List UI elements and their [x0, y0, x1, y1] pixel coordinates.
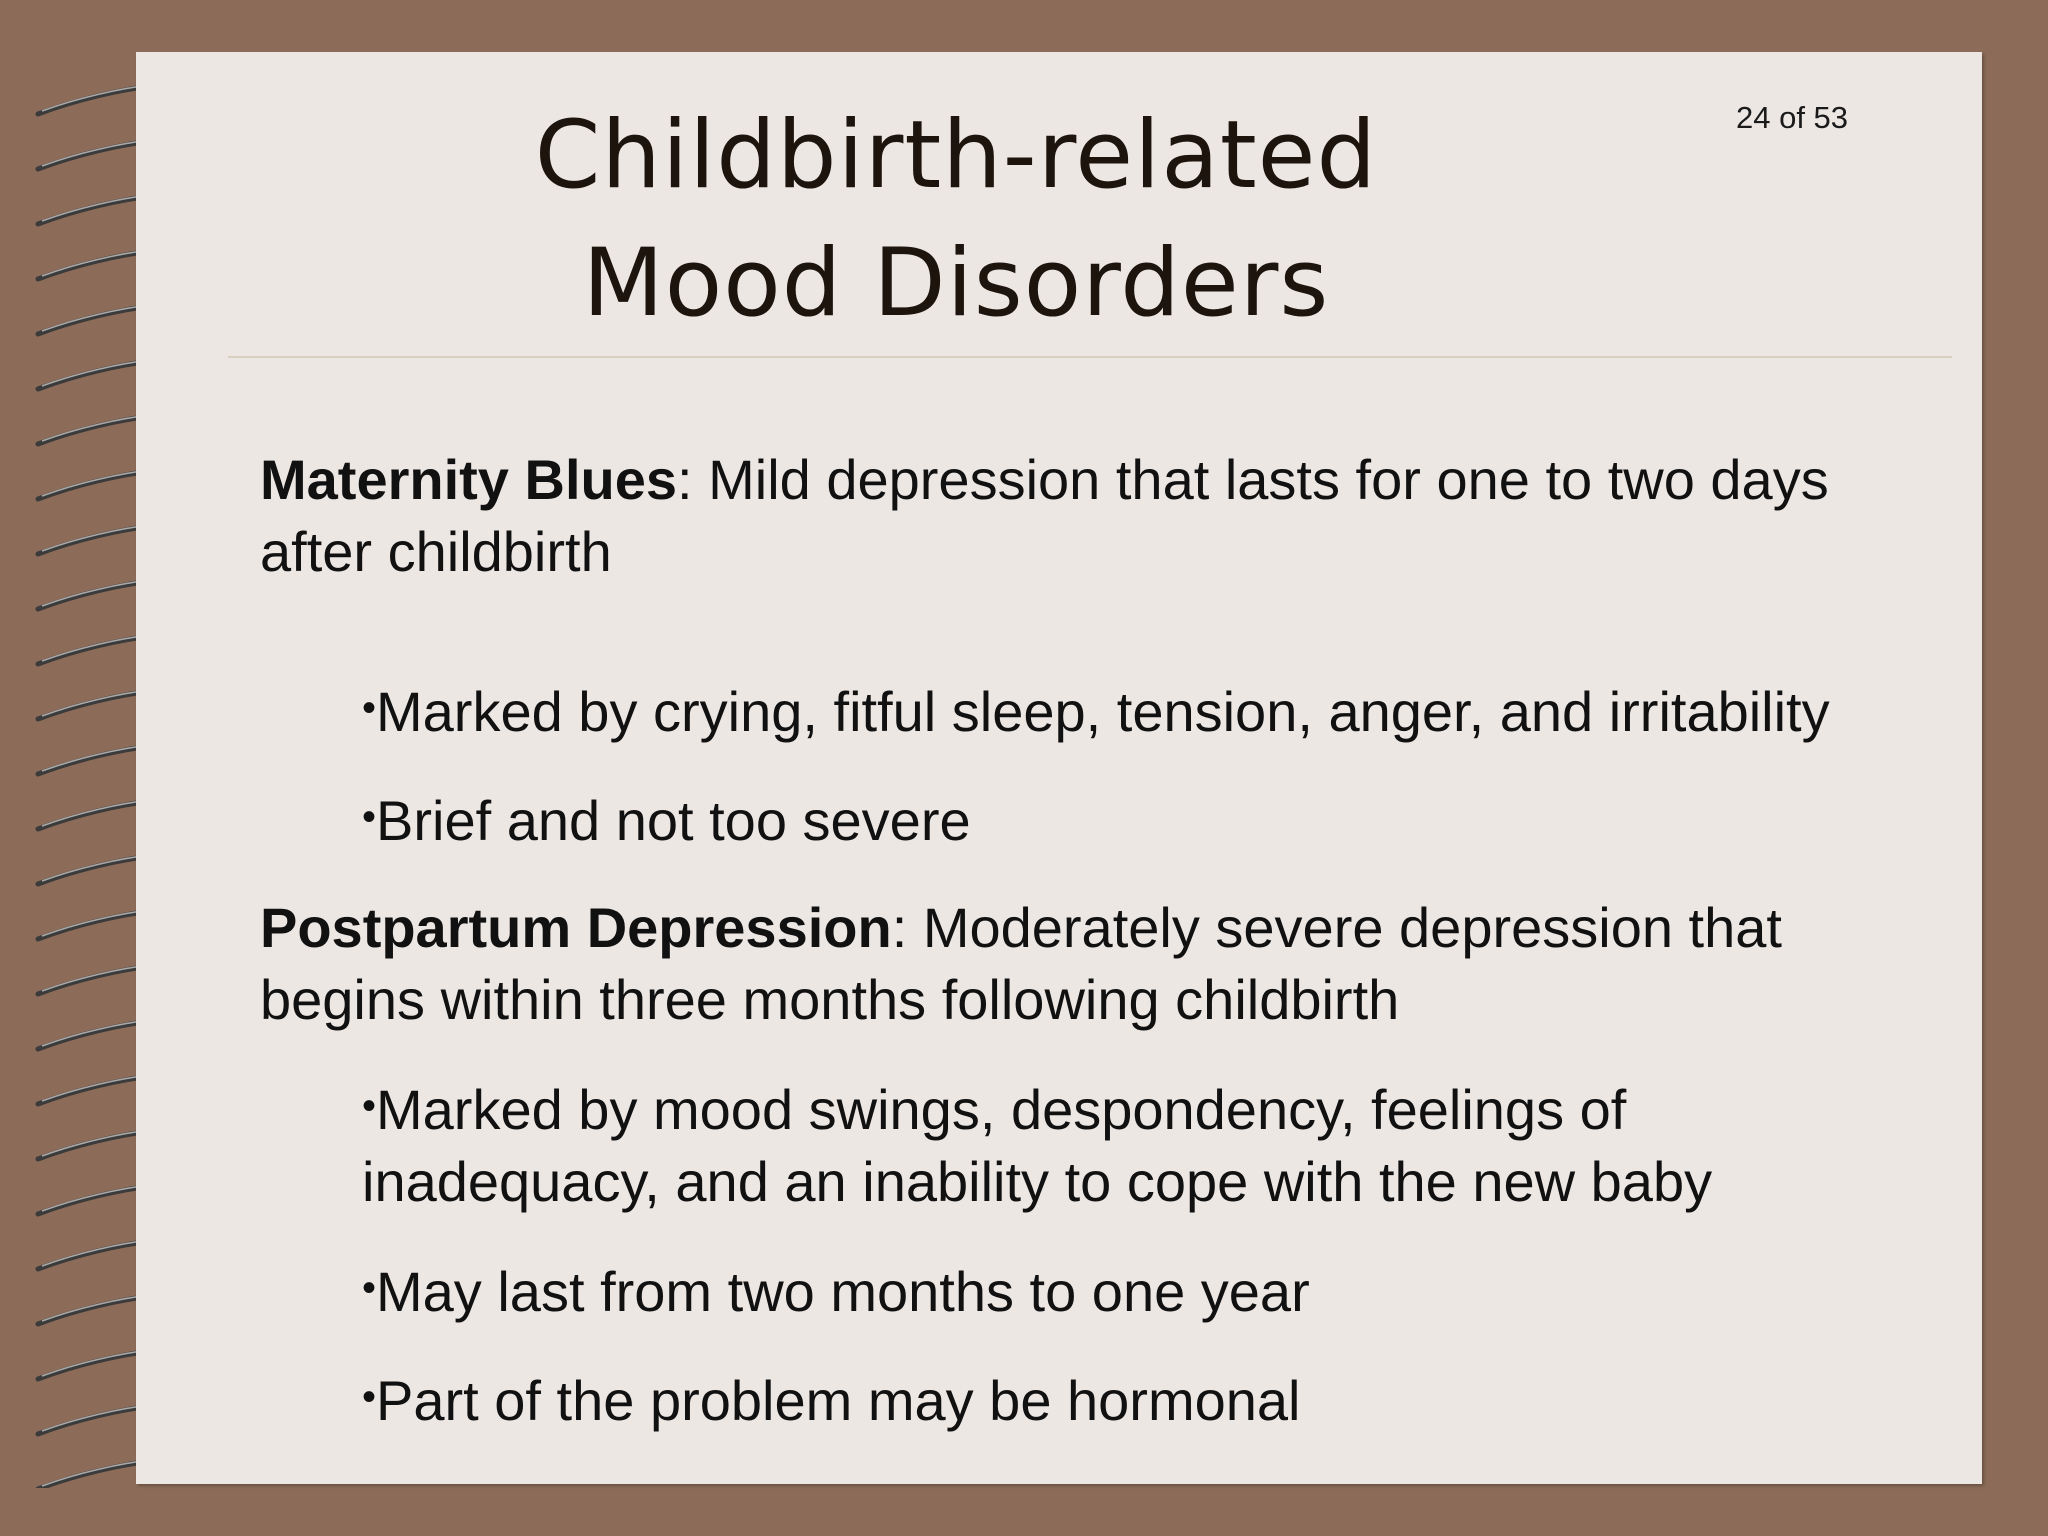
title-line-2: Mood Disorders	[582, 229, 1330, 338]
list-item	[362, 672, 2002, 748]
term-label: Postpartum Depression	[260, 896, 892, 959]
title-divider	[228, 356, 1952, 358]
title-line-1: Childbirth-related	[534, 101, 1378, 210]
postpartum-depression-definition	[260, 892, 1950, 1036]
bullet-icon: •	[362, 1266, 377, 1310]
bullet-text: Brief and not too severe	[376, 789, 971, 852]
list-item	[362, 1252, 2002, 1328]
bullet-icon: •	[362, 1084, 377, 1128]
page-title	[456, 92, 1456, 348]
definition-text: : Moderately severe depression that begins within three months following childbirth	[260, 896, 1782, 1031]
page-counter: 24 of 53	[1736, 100, 1849, 135]
list-item	[362, 1070, 1802, 1218]
bullet-text: May last from two months to one year	[376, 1260, 1310, 1323]
bullet-icon: •	[362, 795, 377, 839]
bullet-icon: •	[362, 1375, 377, 1419]
bullet-text: Marked by crying, fitful sleep, tension, anger, and irritability	[376, 680, 1830, 743]
definition-text: : Mild depression that lasts for one to two days after childbirth	[260, 448, 1829, 583]
bullet-text: Marked by mood swings, despondency, feelings of inadequacy, and an inability to cope with the new baby	[362, 1078, 1713, 1213]
maternity-blues-definition	[260, 444, 1950, 588]
bullet-icon: •	[362, 686, 377, 730]
notebook-page	[136, 52, 1982, 1484]
bullet-text: Part of the problem may be hormonal	[376, 1369, 1301, 1432]
list-item	[362, 781, 2002, 857]
list-item	[362, 1361, 2002, 1437]
term-label: Maternity Blues	[260, 448, 677, 511]
